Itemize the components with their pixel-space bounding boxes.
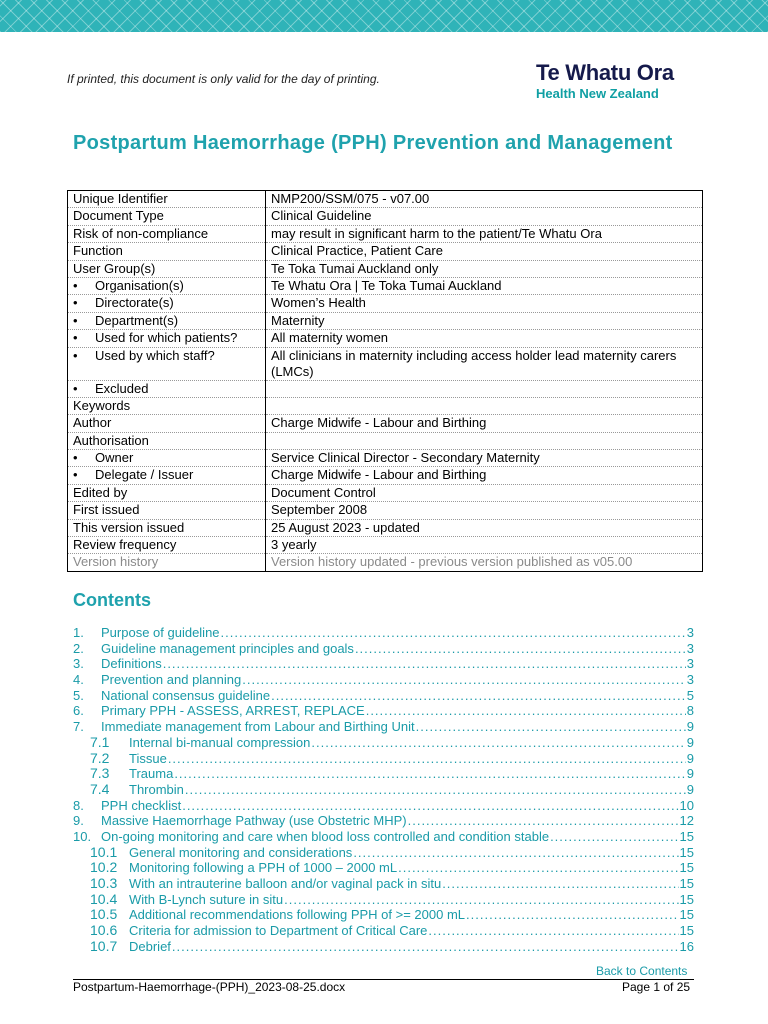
- logo-main-text: Te Whatu Ora: [536, 60, 674, 85]
- toc-entry-page: 15: [679, 907, 694, 923]
- contents-heading: Contents: [73, 590, 151, 610]
- metadata-label-text: Delegate / Issuer: [95, 467, 194, 483]
- toc-entry-label[interactable]: Primary PPH - ASSESS, ARREST, REPLACE: [101, 703, 365, 719]
- toc-entry[interactable]: [73, 892, 694, 908]
- toc-dot-leader: [353, 845, 678, 861]
- toc-entry-number: 10.7: [90, 937, 118, 954]
- metadata-label: [68, 484, 266, 501]
- metadata-row: [68, 191, 703, 208]
- toc-entry-page: 15: [679, 923, 694, 939]
- toc-entry[interactable]: [73, 845, 694, 861]
- toc-entry-label[interactable]: Purpose of guideline: [101, 625, 220, 640]
- metadata-row: [68, 260, 703, 277]
- metadata-value: may result in significant harm to the patient/Te Whatu Ora: [266, 225, 703, 242]
- toc-entry-page: 10: [679, 797, 694, 813]
- toc-entry-number: 4.: [73, 672, 84, 688]
- metadata-value: Charge Midwife - Labour and Birthing: [266, 467, 703, 484]
- metadata-label-text: Unique Identifier: [73, 191, 168, 206]
- metadata-label-text: Used by which staff?: [95, 347, 215, 363]
- toc-dot-leader: [182, 798, 678, 814]
- metadata-label-text: Organisation(s): [95, 277, 184, 293]
- toc-entry-page: 3: [686, 672, 694, 688]
- toc-entry[interactable]: [73, 625, 694, 641]
- metadata-label: [68, 502, 266, 519]
- toc-entry-page: 9: [686, 719, 694, 735]
- toc-entry-page: 15: [679, 860, 694, 876]
- toc-entry[interactable]: [73, 798, 694, 814]
- metadata-row: [68, 502, 703, 519]
- decorative-banner: [0, 0, 768, 32]
- toc-entry-number: 7.1: [90, 733, 110, 750]
- metadata-label-text: Authorisation: [73, 432, 149, 448]
- metadata-label-text: Review frequency: [73, 537, 177, 553]
- metadata-row: [68, 519, 703, 536]
- bullet-icon: •: [73, 450, 78, 466]
- metadata-label-text: Directorate(s): [95, 295, 174, 311]
- toc-entry-label[interactable]: Thrombin: [129, 781, 184, 797]
- metadata-label-text: First issued: [73, 502, 140, 518]
- metadata-label-text: Document Type: [73, 208, 164, 224]
- metadata-label-text: Version history: [73, 554, 159, 570]
- metadata-label-text: User Group(s): [73, 260, 156, 276]
- toc-entry-page: 15: [679, 828, 694, 844]
- metadata-label: [68, 347, 266, 380]
- metadata-label: [68, 397, 266, 414]
- toc-entry-label[interactable]: General monitoring and considerations: [129, 844, 353, 860]
- metadata-row: [68, 484, 703, 501]
- toc-entry[interactable]: [73, 719, 694, 735]
- toc-entry-page: 5: [686, 687, 694, 703]
- metadata-label-text: Author: [73, 415, 112, 431]
- toc-entry-label[interactable]: Additional recommendations following PPH of >= 2000 mL: [129, 907, 466, 923]
- metadata-label: [68, 432, 266, 449]
- toc-entry-number: 10.5: [90, 906, 118, 923]
- toc-entry-number: 1.: [73, 625, 84, 640]
- print-validity-note: If printed, this document is only valid for the day of printing.: [67, 72, 380, 86]
- metadata-label: [68, 225, 266, 242]
- toc-entry-label[interactable]: Trauma: [129, 766, 174, 782]
- toc-entry-label[interactable]: Criteria for admission to Department of Critical Care: [129, 923, 428, 939]
- toc-entry-label[interactable]: National consensus guideline: [101, 687, 271, 703]
- toc-dot-leader: [242, 672, 686, 688]
- metadata-label-text: Excluded: [95, 380, 149, 396]
- toc-entry-page: 3: [686, 656, 694, 672]
- toc-entry[interactable]: [73, 860, 694, 876]
- bullet-icon: •: [73, 295, 78, 311]
- toc-entry-label[interactable]: With an intrauterine balloon and/or vaginal pack in situ: [129, 876, 442, 891]
- metadata-label-text: Owner: [95, 450, 134, 466]
- toc-dot-leader: [284, 892, 678, 908]
- toc-entry-page: 15: [679, 876, 694, 891]
- metadata-value: 25 August 2023 - updated: [266, 519, 703, 536]
- metadata-label: [68, 380, 266, 397]
- metadata-row: [68, 312, 703, 329]
- toc-dot-leader: [174, 766, 685, 782]
- metadata-value: Clinical Practice, Patient Care: [266, 243, 703, 260]
- metadata-value: 3 yearly: [266, 537, 703, 554]
- toc-entry-label[interactable]: Tissue: [129, 750, 167, 766]
- metadata-label: [68, 208, 266, 225]
- toc-entry-label[interactable]: Internal bi-manual compression: [129, 734, 311, 750]
- toc-entry[interactable]: [73, 735, 694, 751]
- toc-entry-number: 8.: [73, 797, 84, 813]
- metadata-value: Te Whatu Ora | Te Toka Tumai Auckland: [266, 277, 703, 294]
- metadata-value: Version history updated - previous version published as v05.00: [266, 554, 703, 571]
- toc-dot-leader: [428, 923, 678, 939]
- metadata-value: Maternity: [266, 312, 703, 329]
- metadata-label: [68, 519, 266, 536]
- toc-entry[interactable]: [73, 703, 694, 719]
- toc-dot-leader: [311, 735, 685, 751]
- toc-entry-page: 8: [686, 703, 694, 719]
- toc-entry-number: 10.6: [90, 922, 118, 939]
- toc-entry[interactable]: [73, 939, 694, 955]
- toc-entry-number: 7.: [73, 719, 84, 735]
- toc-entry-label[interactable]: With B-Lynch suture in situ: [129, 891, 284, 907]
- logo-sub-text: Health New Zealand: [536, 86, 659, 101]
- toc-entry-number: 10.3: [90, 875, 118, 891]
- toc-dot-leader: [366, 703, 686, 719]
- metadata-label: [68, 415, 266, 432]
- metadata-label: [68, 537, 266, 554]
- toc-entry-label[interactable]: Guideline management principles and goals: [101, 640, 354, 656]
- metadata-label: [68, 295, 266, 312]
- toc-dot-leader: [185, 782, 686, 798]
- toc-dot-leader: [271, 688, 686, 704]
- metadata-value: [266, 397, 703, 414]
- footer-page-number: Page 1 of 25: [622, 980, 691, 994]
- metadata-label-text: Edited by: [73, 484, 128, 500]
- metadata-row: [68, 554, 703, 571]
- toc-entry[interactable]: [73, 751, 694, 767]
- metadata-label: [68, 243, 266, 260]
- toc-entry[interactable]: [73, 876, 694, 892]
- toc-entry[interactable]: [73, 766, 694, 782]
- bullet-icon: •: [73, 330, 78, 346]
- bullet-icon: •: [73, 380, 78, 396]
- toc-entry-page: 9: [686, 766, 694, 782]
- metadata-label: [68, 260, 266, 277]
- metadata-row: [68, 330, 703, 347]
- back-to-contents-link[interactable]: Back to Contents: [596, 964, 688, 978]
- metadata-label: [68, 467, 266, 484]
- toc-dot-leader: [355, 641, 686, 657]
- toc-entry-page: 3: [686, 625, 694, 640]
- metadata-row: [68, 450, 703, 467]
- metadata-label: [68, 312, 266, 329]
- toc-entry-label[interactable]: Immediate management from Labour and Birthing Unit: [101, 719, 415, 735]
- toc-entry-page: 3: [686, 640, 694, 656]
- toc-entry[interactable]: [73, 813, 694, 829]
- toc-entry-label[interactable]: Monitoring following a PPH of 1000 – 2000 mL: [129, 860, 398, 876]
- toc-entry[interactable]: [73, 656, 694, 672]
- toc-entry[interactable]: [73, 688, 694, 704]
- toc-dot-leader: [172, 939, 679, 955]
- metadata-value: [266, 432, 703, 449]
- document-metadata-table: [67, 190, 703, 572]
- toc-entry-label[interactable]: Definitions: [101, 656, 162, 672]
- metadata-label: [68, 330, 266, 347]
- metadata-label-text: This version issued: [73, 519, 185, 535]
- te-whatu-ora-logo: [536, 60, 674, 102]
- metadata-label: [68, 191, 266, 208]
- toc-entry-label[interactable]: Debrief: [129, 938, 171, 954]
- metadata-label-text: Function: [73, 243, 123, 259]
- toc-entry-number: 10.1: [90, 843, 118, 860]
- toc-entry-page: 16: [679, 938, 694, 954]
- toc-entry-label[interactable]: Prevention and planning: [101, 672, 242, 688]
- metadata-value: Charge Midwife - Labour and Birthing: [266, 415, 703, 432]
- toc-entry-page: 9: [686, 734, 694, 750]
- toc-entry[interactable]: [73, 923, 694, 939]
- footer-filename: Postpartum-Haemorrhage-(PPH)_2023-08-25.docx: [73, 980, 346, 994]
- toc-entry[interactable]: [73, 672, 694, 688]
- metadata-row: [68, 208, 703, 225]
- toc-entry-number: 7.4: [90, 780, 110, 797]
- metadata-value: September 2008: [266, 502, 703, 519]
- metadata-value: All maternity women: [266, 330, 703, 347]
- toc-entry-number: 5.: [73, 687, 84, 703]
- toc-dot-leader: [442, 876, 678, 892]
- metadata-value: All clinicians in maternity including access holder lead maternity carers (LMCs): [266, 347, 703, 380]
- toc-entry[interactable]: [73, 829, 694, 845]
- metadata-row: [68, 347, 703, 380]
- metadata-row: [68, 243, 703, 260]
- bullet-icon: •: [73, 467, 78, 483]
- toc-entry-page: 9: [686, 750, 694, 766]
- toc-dot-leader: [163, 656, 686, 672]
- toc-entry-page: 9: [686, 781, 694, 797]
- toc-entry-page: 12: [679, 813, 694, 829]
- bullet-icon: •: [73, 347, 78, 363]
- toc-entry-page: 15: [679, 891, 694, 907]
- metadata-value: Women’s Health: [266, 295, 703, 312]
- metadata-row: [68, 467, 703, 484]
- toc-entry-number: 10.: [73, 828, 92, 844]
- toc-dot-leader: [416, 719, 686, 735]
- metadata-row: [68, 432, 703, 449]
- toc-entry-number: 2.: [73, 640, 84, 656]
- toc-entry[interactable]: [73, 641, 694, 657]
- toc-entry-page: 15: [679, 844, 694, 860]
- toc-dot-leader: [550, 829, 678, 845]
- toc-entry-number: 10.4: [90, 890, 118, 907]
- metadata-row: [68, 225, 703, 242]
- toc-dot-leader: [466, 907, 679, 923]
- metadata-value: NMP200/SSM/075 - v07.00: [266, 191, 703, 208]
- metadata-row: [68, 295, 703, 312]
- metadata-value: Service Clinical Director - Secondary Maternity: [266, 450, 703, 467]
- toc-entry[interactable]: [73, 782, 694, 798]
- toc-entry-number: 7.2: [90, 749, 110, 766]
- toc-dot-leader: [408, 813, 679, 829]
- toc-entry[interactable]: [73, 907, 694, 923]
- metadata-label: [68, 450, 266, 467]
- metadata-label: [68, 554, 266, 571]
- metadata-value: Te Toka Tumai Auckland only: [266, 260, 703, 277]
- toc-entry-number: 3.: [73, 656, 84, 672]
- toc-entry-label[interactable]: PPH checklist: [101, 797, 182, 813]
- toc-dot-leader: [168, 751, 686, 767]
- toc-entry-label[interactable]: On-going monitoring and care when blood loss controlled and condition stable: [101, 828, 550, 844]
- metadata-value: Clinical Guideline: [266, 208, 703, 225]
- toc-dot-leader: [221, 625, 686, 641]
- bullet-icon: •: [73, 277, 78, 293]
- toc-entry-number: 6.: [73, 703, 84, 719]
- metadata-row: [68, 380, 703, 397]
- metadata-label-text: Risk of non-compliance: [73, 225, 209, 241]
- metadata-row: [68, 277, 703, 294]
- metadata-value: [266, 380, 703, 397]
- metadata-label-text: Department(s): [95, 312, 179, 328]
- metadata-row: [68, 397, 703, 414]
- metadata-row: [68, 415, 703, 432]
- toc-entry-number: 10.2: [90, 859, 118, 876]
- metadata-label: [68, 277, 266, 294]
- metadata-label-text: Used for which patients?: [95, 330, 238, 346]
- metadata-label-text: Keywords: [73, 397, 131, 413]
- metadata-value: Document Control: [266, 484, 703, 501]
- toc-dot-leader: [398, 860, 678, 876]
- toc-entry-number: 7.3: [90, 765, 110, 782]
- toc-entry-label[interactable]: Massive Haemorrhage Pathway (use Obstetric MHP): [101, 813, 407, 829]
- document-title: Postpartum Haemorrhage (PPH) Prevention and Management: [73, 132, 673, 154]
- table-of-contents: [73, 625, 694, 954]
- metadata-row: [68, 537, 703, 554]
- bullet-icon: •: [73, 312, 78, 328]
- toc-entry-number: 9.: [73, 813, 84, 829]
